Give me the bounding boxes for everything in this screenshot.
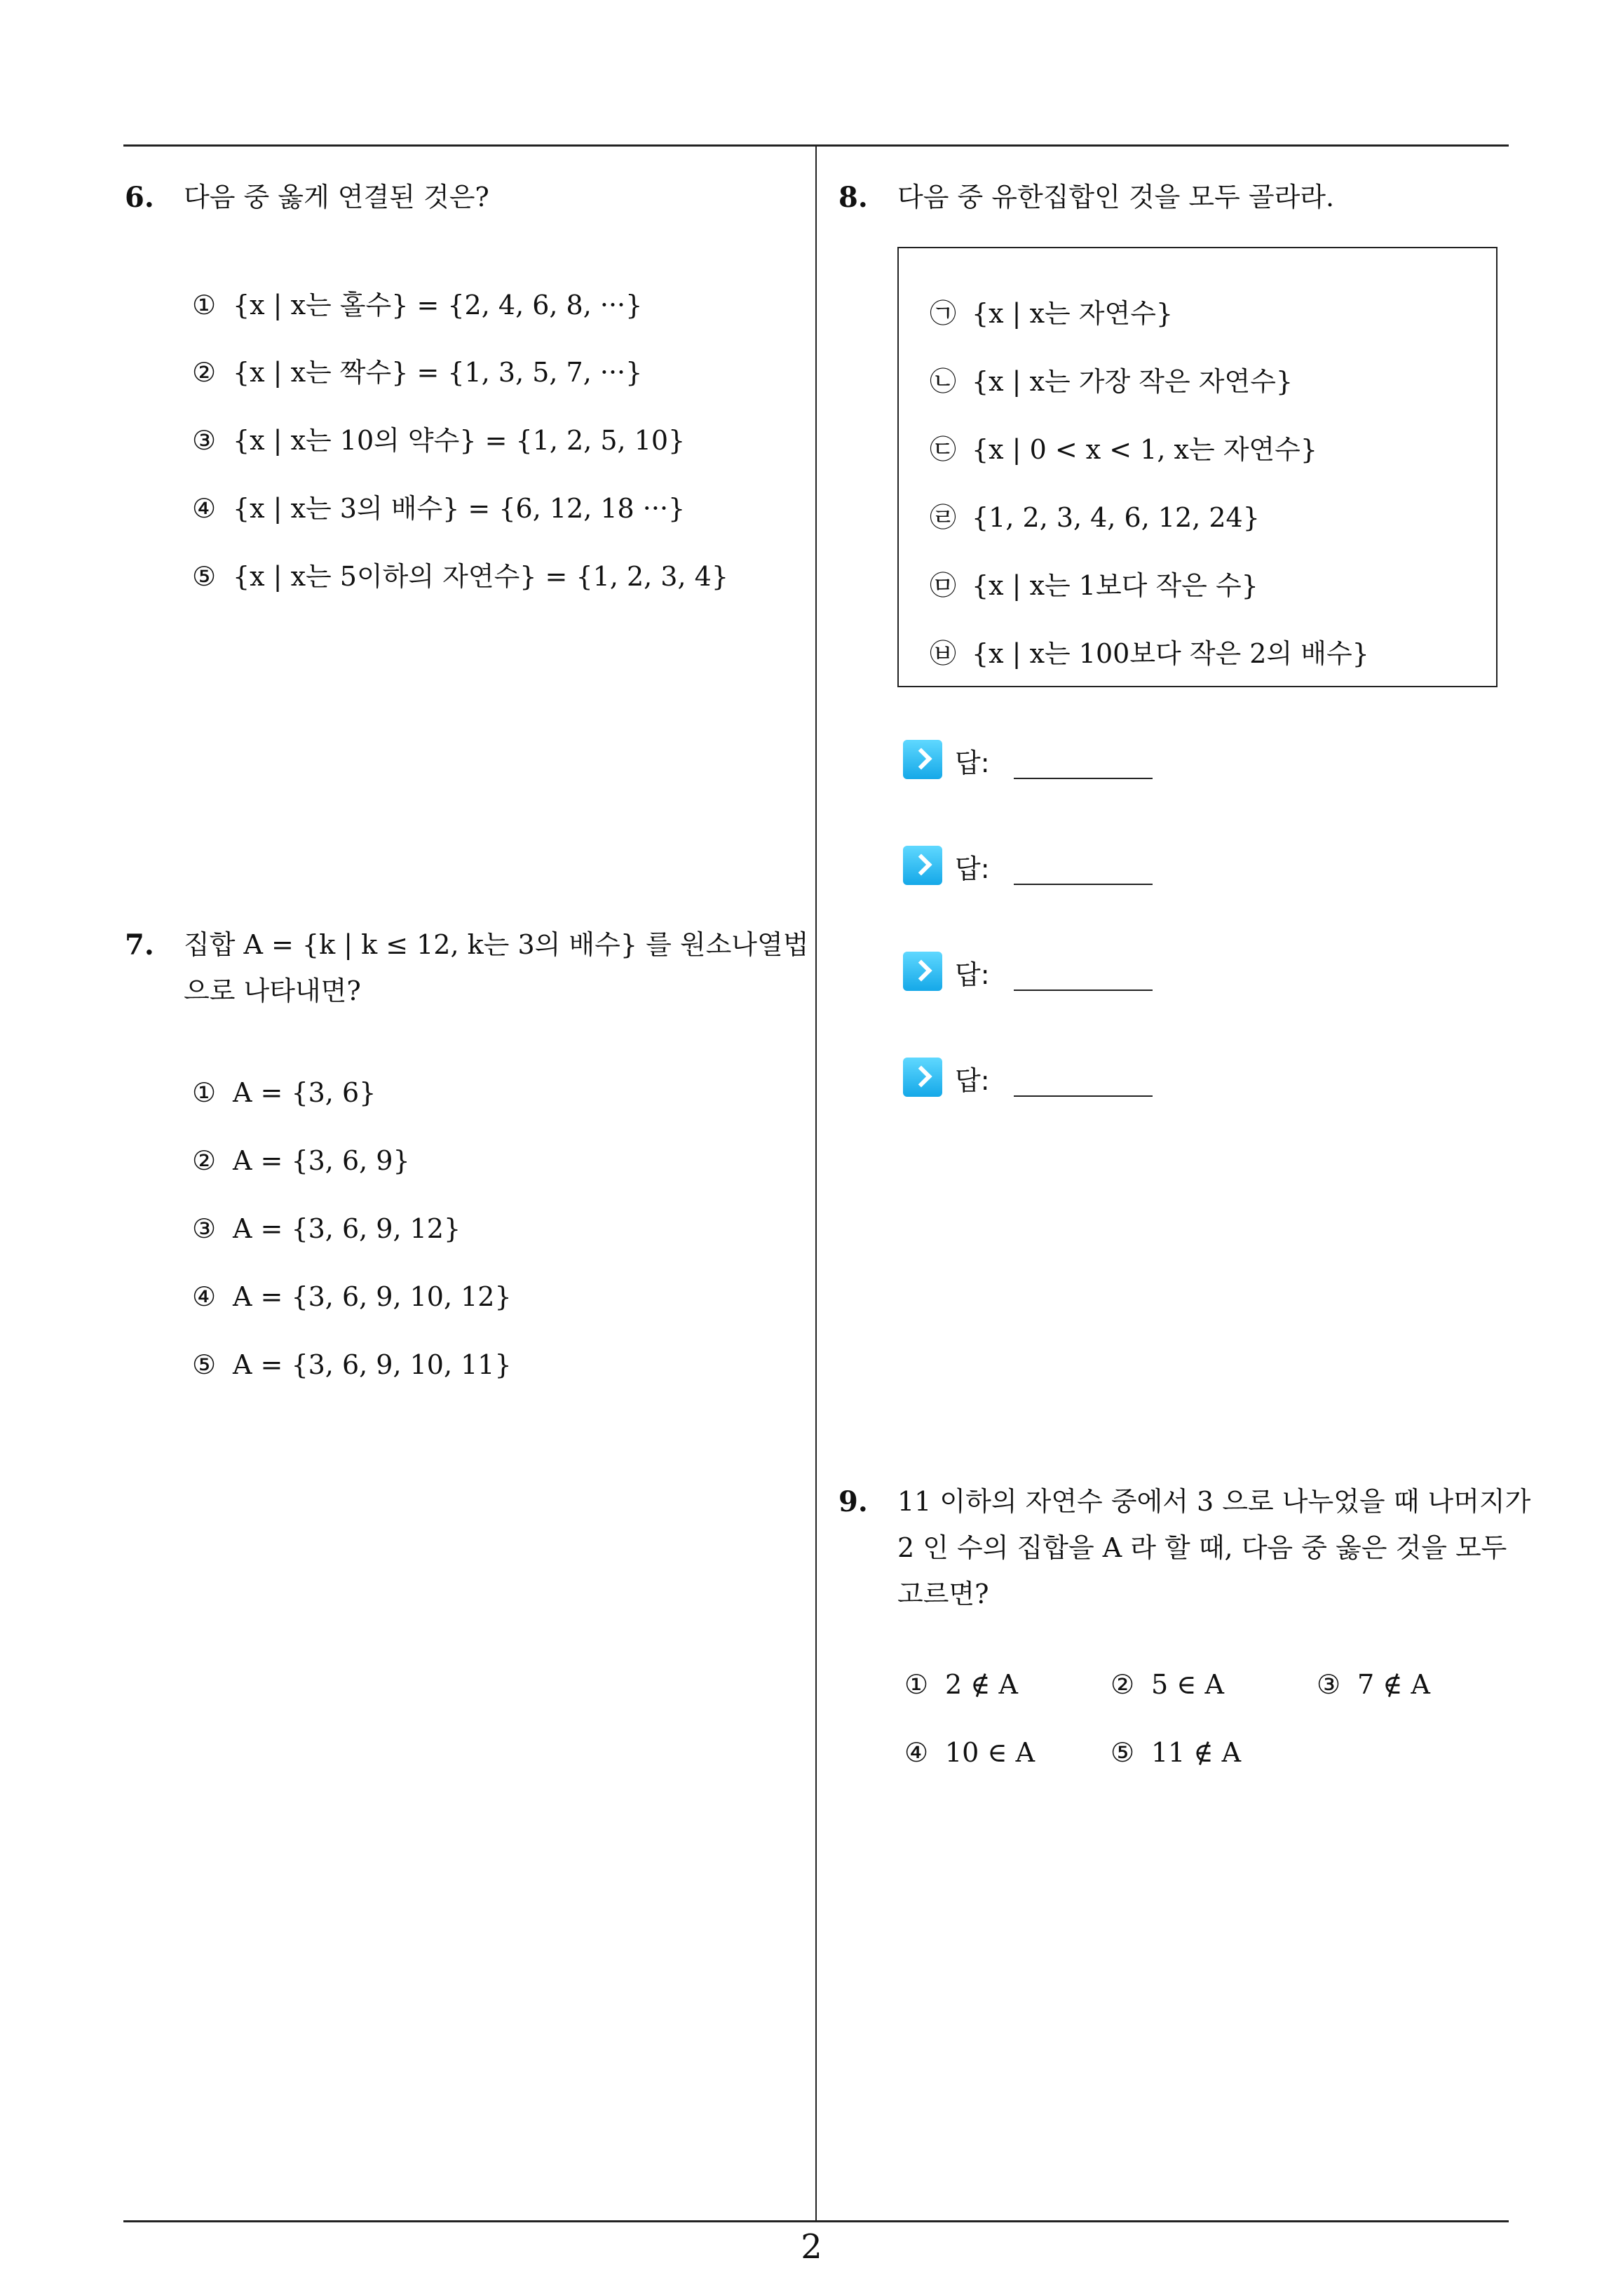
item-mark: ㉥ [930, 638, 957, 669]
question-6-option-2[interactable] [192, 351, 642, 389]
option-mark: ④ [192, 493, 217, 524]
answer-blank[interactable] [1014, 884, 1153, 885]
chevron-right-icon [903, 846, 942, 885]
question-9-option-2[interactable] [1111, 1669, 1224, 1700]
option-mark: ⑤ [192, 561, 217, 592]
question-9-option-4[interactable] [904, 1737, 1035, 1768]
answer-label: 답: [955, 748, 990, 778]
box-item-1 [930, 292, 1173, 330]
question-8-number: 8. [838, 181, 868, 214]
question-9-text [897, 1478, 1530, 1617]
question-6-option-4[interactable] [192, 487, 685, 525]
option-mark: ① [192, 1077, 217, 1108]
question-9-option-3[interactable] [1317, 1669, 1430, 1700]
question-7-option-5[interactable] [192, 1349, 512, 1380]
question-9-text-line-3: 고르면? [897, 1579, 989, 1609]
question-7-text [184, 921, 808, 1014]
question-6-number: 6. [125, 181, 154, 214]
question-7-option-1[interactable] [192, 1077, 376, 1108]
option-mark: ① [192, 290, 217, 320]
option-text: {x | x는 5이하의 자연수} = {1, 2, 3, 4} [233, 561, 729, 592]
item-mark: ㉢ [930, 434, 957, 465]
option-text: 2 ∉ A [945, 1669, 1018, 1700]
option-text: {x | x는 홀수} = {2, 4, 6, 8, ···} [233, 290, 643, 320]
item-text: {x | x는 가장 작은 자연수} [972, 366, 1293, 397]
chevron-right-icon [903, 740, 942, 779]
option-mark: ⑤ [192, 1349, 217, 1380]
option-text: 7 ∉ A [1357, 1669, 1430, 1700]
option-text: 11 ∉ A [1151, 1737, 1242, 1768]
item-text: {x | x는 100보다 작은 2의 배수} [972, 638, 1369, 669]
item-text: {x | x는 1보다 작은 수} [972, 570, 1258, 601]
item-text: {x | 0 < x < 1, x는 자연수} [972, 434, 1318, 465]
question-7-number: 7. [125, 928, 154, 961]
option-mark: ② [1111, 1669, 1135, 1700]
question-6-text: 다음 중 옳게 연결된 것은? [184, 182, 489, 212]
option-mark: ③ [1317, 1669, 1341, 1700]
answer-label: 답: [955, 853, 990, 884]
option-mark: ④ [192, 1281, 217, 1312]
answer-blank[interactable] [1014, 1095, 1153, 1097]
option-text: A = {3, 6, 9, 10, 11} [233, 1349, 512, 1380]
question-7-text-line-2: 으로 나타내면? [184, 975, 361, 1006]
option-text: A = {3, 6, 9} [233, 1145, 410, 1176]
option-text: {x | x는 짝수} = {1, 3, 5, 7, ···} [233, 357, 643, 388]
option-text: A = {3, 6} [233, 1077, 376, 1108]
question-9-text-line-1: 11 이하의 자연수 중에서 3 으로 나누었을 때 나머지가 [897, 1486, 1531, 1517]
question-6-option-1[interactable] [192, 283, 642, 322]
question-6-option-5[interactable] [192, 555, 728, 593]
question-7-option-2[interactable] [192, 1145, 410, 1176]
option-mark: ② [192, 357, 217, 388]
question-7-option-3[interactable] [192, 1213, 461, 1244]
page-number: 2 [801, 2227, 822, 2267]
answer-label: 답: [955, 1065, 990, 1096]
column-divider [815, 144, 817, 2222]
question-8-choice-box [897, 247, 1498, 687]
option-mark: ② [192, 1145, 217, 1176]
option-text: A = {3, 6, 9, 12} [233, 1213, 461, 1244]
item-text: {x | x는 자연수} [972, 298, 1174, 329]
item-mark: ㉡ [930, 366, 957, 397]
question-7-text-line-1: 집합 A = {k | k ≤ 12, k는 3의 배수} 를 원소나열법 [184, 929, 809, 960]
box-item-5 [930, 564, 1258, 602]
chevron-right-icon [903, 952, 942, 991]
option-mark: ① [904, 1669, 929, 1700]
answer-label: 답: [955, 959, 990, 990]
answer-blank[interactable] [1014, 990, 1153, 991]
item-mark: ㉣ [930, 502, 957, 533]
box-item-3 [930, 428, 1317, 466]
box-item-2 [930, 360, 1293, 398]
option-mark: ④ [904, 1737, 929, 1768]
option-text: A = {3, 6, 9, 10, 12} [233, 1281, 512, 1312]
question-9-number: 9. [838, 1485, 868, 1518]
question-7-option-4[interactable] [192, 1281, 512, 1312]
option-mark: ⑤ [1111, 1737, 1135, 1768]
item-mark: ㉠ [930, 298, 957, 329]
box-item-4 [930, 496, 1260, 534]
question-9-option-5[interactable] [1111, 1737, 1241, 1768]
chevron-right-icon [903, 1058, 942, 1097]
option-text: {x | x는 3의 배수} = {6, 12, 18 ···} [233, 493, 686, 524]
option-text: 5 ∈ A [1151, 1669, 1224, 1700]
question-8-text: 다음 중 유한집합인 것을 모두 골라라. [897, 182, 1335, 212]
box-item-6 [930, 632, 1369, 670]
option-mark: ③ [192, 425, 217, 456]
question-6-option-3[interactable] [192, 419, 685, 457]
question-9-text-line-2: 2 인 수의 집합을 A 라 할 때, 다음 중 옳은 것을 모두 [897, 1532, 1507, 1563]
option-text: {x | x는 10의 약수} = {1, 2, 5, 10} [233, 425, 686, 456]
item-mark: ㉤ [930, 570, 957, 601]
answer-blank[interactable] [1014, 778, 1153, 779]
option-mark: ③ [192, 1213, 217, 1244]
question-9-option-1[interactable] [904, 1669, 1018, 1700]
bottom-rule [123, 2220, 1509, 2222]
item-text: {1, 2, 3, 4, 6, 12, 24} [972, 502, 1260, 533]
option-text: 10 ∈ A [945, 1737, 1035, 1768]
